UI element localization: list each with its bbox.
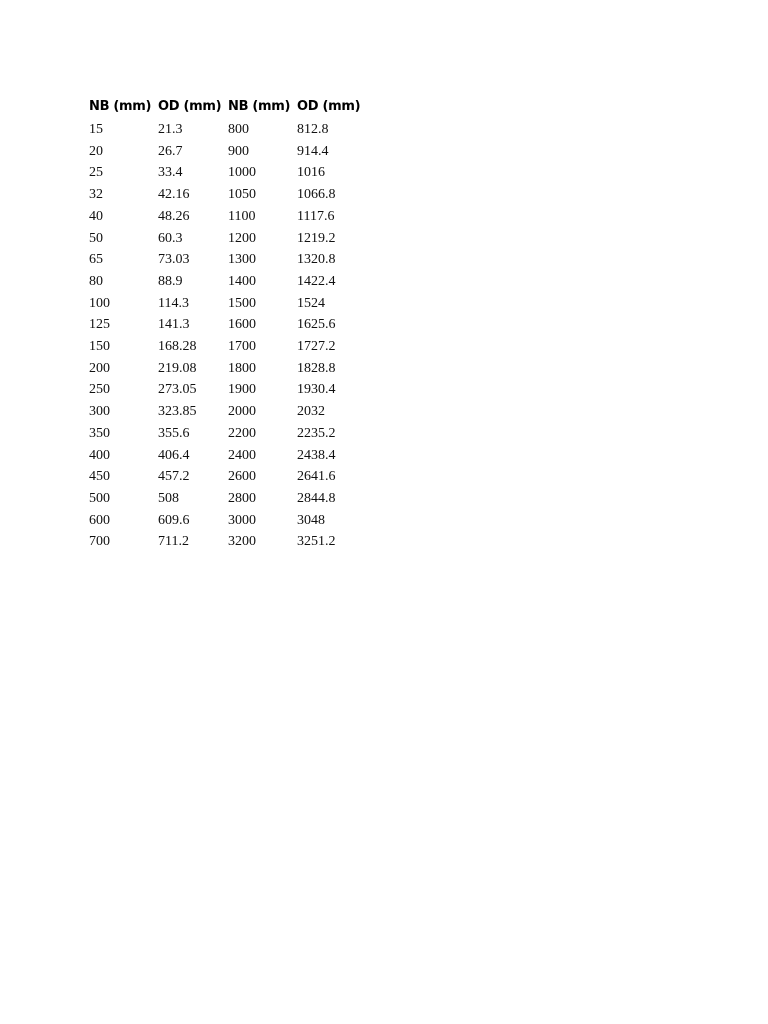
table-row	[89, 488, 377, 510]
nb-cell: 2000	[228, 404, 256, 420]
nb-cell: 1500	[228, 295, 256, 311]
table-row	[89, 271, 377, 293]
header-od-1: OD (mm)	[158, 99, 222, 114]
nb-cell: 15	[89, 122, 103, 137]
nb-cell: 125	[89, 317, 110, 333]
table-row	[89, 162, 377, 184]
od-cell: 33.4	[158, 165, 183, 181]
od-cell: 1524	[297, 295, 325, 311]
nb-cell: 200	[89, 360, 110, 376]
od-cell: 114.3	[158, 295, 189, 311]
od-cell: 1930.4	[297, 382, 336, 398]
nb-cell: 250	[89, 382, 110, 398]
pipe-size-table	[89, 95, 377, 553]
od-cell: 2438.4	[297, 447, 336, 463]
od-cell: 1727.2	[297, 339, 336, 355]
od-cell: 2032	[297, 404, 325, 420]
od-cell: 1625.6	[297, 317, 336, 333]
table-row	[89, 293, 377, 315]
nb-cell: 350	[89, 425, 110, 441]
table-row	[89, 141, 377, 163]
od-cell: 2641.6	[297, 469, 336, 485]
nb-cell: 2200	[228, 425, 256, 441]
od-cell: 1117.6	[297, 208, 335, 224]
od-cell: 457.2	[158, 469, 190, 485]
table-row	[89, 336, 377, 358]
table-row	[89, 314, 377, 336]
nb-cell: 50	[89, 230, 103, 246]
od-cell: 3048	[297, 512, 325, 528]
od-cell: 3251.2	[297, 534, 336, 550]
nb-cell: 20	[89, 143, 103, 159]
od-cell: 42.16	[158, 187, 190, 203]
od-cell: 355.6	[158, 425, 190, 441]
nb-cell: 2400	[228, 447, 256, 463]
od-cell: 48.26	[158, 208, 190, 224]
table-row	[89, 445, 377, 467]
od-cell: 60.3	[158, 230, 183, 246]
nb-cell: 1200	[228, 230, 256, 246]
table-row	[89, 423, 377, 445]
nb-cell: 40	[89, 208, 103, 224]
table-row	[89, 119, 377, 141]
nb-cell: 1800	[228, 360, 256, 376]
nb-cell: 800	[228, 122, 249, 137]
nb-cell: 100	[89, 295, 110, 311]
nb-cell: 500	[89, 490, 110, 506]
nb-cell: 1300	[228, 252, 256, 268]
od-cell: 508	[158, 490, 179, 506]
nb-cell: 450	[89, 469, 110, 485]
od-cell: 2844.8	[297, 490, 336, 506]
nb-cell: 1000	[228, 165, 256, 181]
nb-cell: 3000	[228, 512, 256, 528]
od-cell: 168.28	[158, 339, 197, 355]
nb-cell: 1100	[228, 208, 256, 224]
od-cell: 2235.2	[297, 425, 336, 441]
od-cell: 1066.8	[297, 187, 336, 203]
od-cell: 1828.8	[297, 360, 336, 376]
table-row	[89, 184, 377, 206]
table-row	[89, 358, 377, 380]
od-cell: 273.05	[158, 382, 197, 398]
nb-cell: 80	[89, 273, 103, 289]
table-row	[89, 206, 377, 228]
od-cell: 88.9	[158, 273, 183, 289]
header-nb-1: NB (mm)	[89, 99, 152, 114]
table-header-row	[89, 95, 377, 119]
od-cell: 711.2	[158, 534, 189, 550]
nb-cell: 2600	[228, 469, 256, 485]
od-cell: 141.3	[158, 317, 190, 333]
od-cell: 406.4	[158, 447, 190, 463]
od-cell: 26.7	[158, 143, 183, 159]
od-cell: 323.85	[158, 404, 197, 420]
nb-cell: 1700	[228, 339, 256, 355]
nb-cell: 2800	[228, 490, 256, 506]
nb-cell: 700	[89, 534, 110, 550]
nb-cell: 25	[89, 165, 103, 181]
od-cell: 21.3	[158, 122, 183, 137]
nb-cell: 1400	[228, 273, 256, 289]
table-row	[89, 379, 377, 401]
table-row	[89, 466, 377, 488]
nb-cell: 1900	[228, 382, 256, 398]
od-cell: 1016	[297, 165, 325, 181]
od-cell: 1320.8	[297, 252, 336, 268]
header-od-2: OD (mm)	[297, 99, 361, 114]
nb-cell: 1600	[228, 317, 256, 333]
od-cell: 219.08	[158, 360, 197, 376]
od-cell: 73.03	[158, 252, 190, 268]
nb-cell: 150	[89, 339, 110, 355]
nb-cell: 3200	[228, 534, 256, 550]
nb-cell: 65	[89, 252, 103, 268]
od-cell: 609.6	[158, 512, 190, 528]
table-row	[89, 228, 377, 250]
nb-cell: 300	[89, 404, 110, 420]
od-cell: 1219.2	[297, 230, 336, 246]
table-body	[89, 119, 377, 553]
table-row	[89, 249, 377, 271]
table-row	[89, 510, 377, 532]
table-row	[89, 401, 377, 423]
nb-cell: 600	[89, 512, 110, 528]
nb-cell: 900	[228, 143, 249, 159]
table-row	[89, 531, 377, 553]
od-cell: 1422.4	[297, 273, 336, 289]
header-nb-2: NB (mm)	[228, 99, 291, 114]
od-cell: 812.8	[297, 122, 329, 137]
nb-cell: 32	[89, 187, 103, 203]
nb-cell: 400	[89, 447, 110, 463]
nb-cell: 1050	[228, 187, 256, 203]
od-cell: 914.4	[297, 143, 329, 159]
